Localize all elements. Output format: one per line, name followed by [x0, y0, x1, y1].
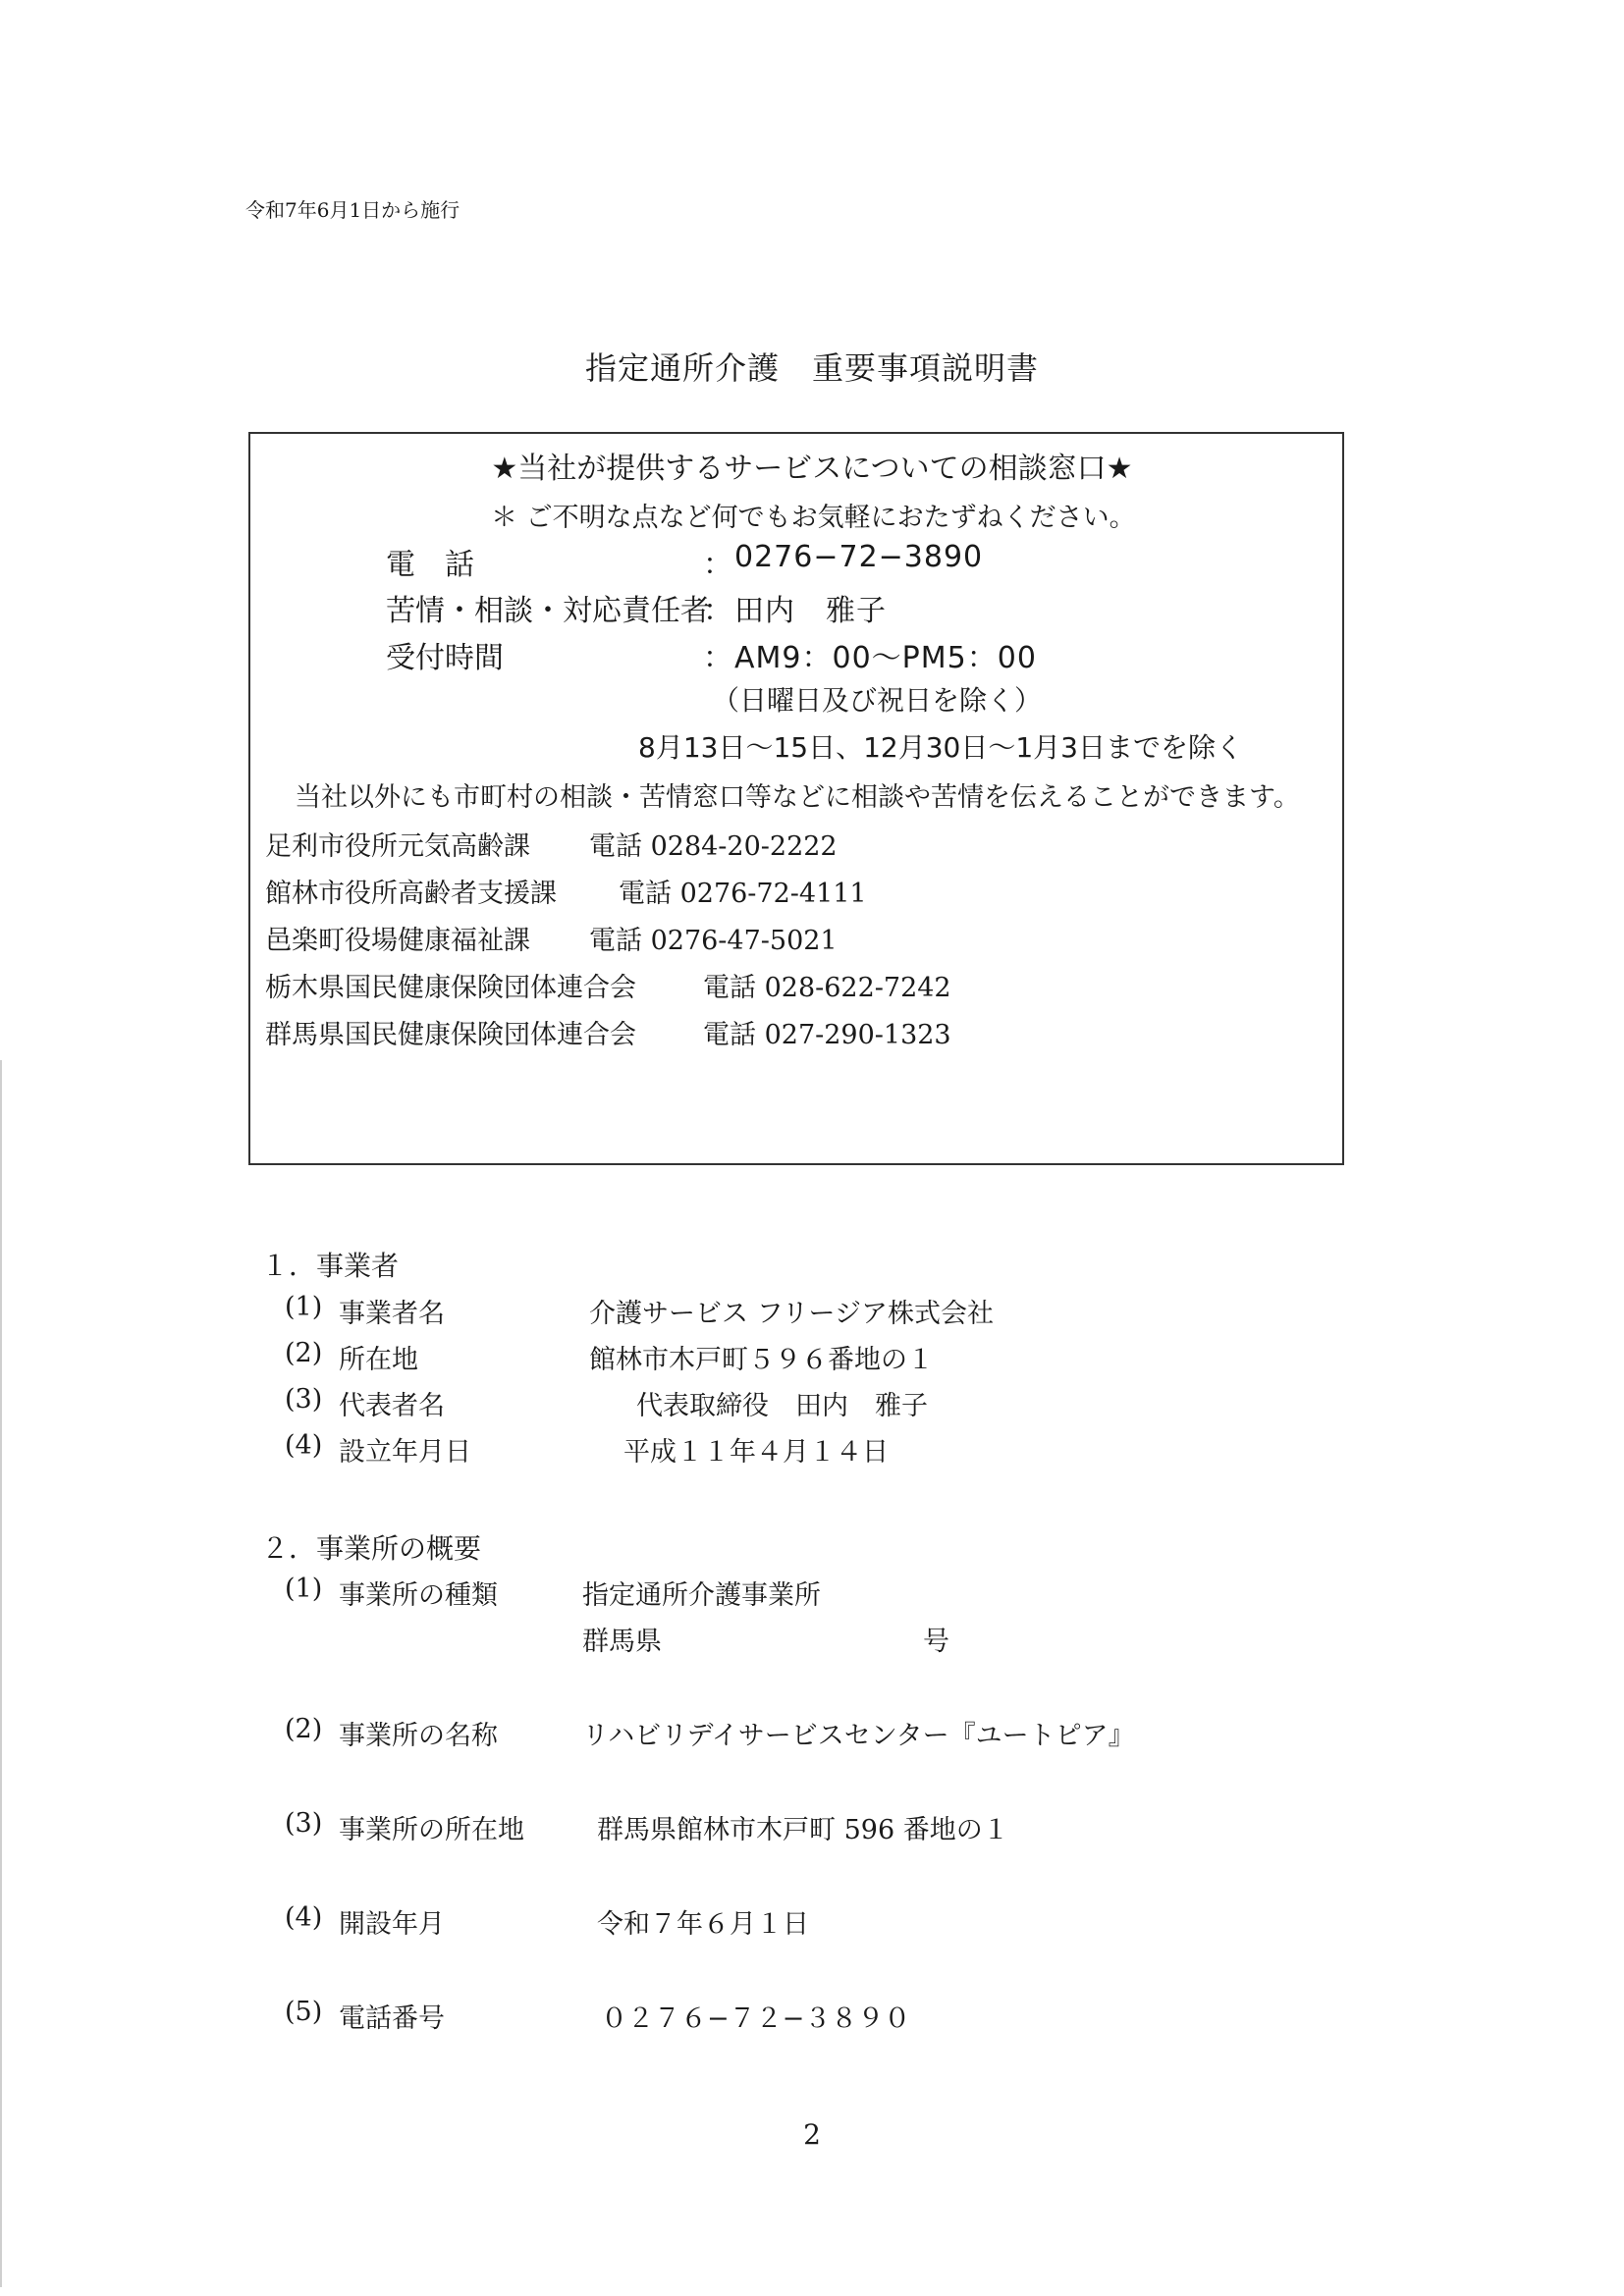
document-title: 指定通所介護 重要事項説明書	[584, 349, 1039, 387]
item-value: 代表取締役 田内 雅子	[636, 1391, 928, 1421]
consultation-note: ＊ ご不明な点など何でもお気軽におたずねください。	[491, 503, 1136, 533]
municipal-name: 足利市役所元気高齢課	[265, 831, 530, 862]
item-label: 電話番号	[339, 2003, 445, 2034]
item-value: リハビリデイサービスセンター『ユートピア』	[582, 1721, 1135, 1751]
page-number: 2	[803, 2118, 821, 2151]
municipal-phone: 電話 0276-72-4111	[619, 879, 867, 909]
municipal-name: 館林市役所高齢者支援課	[265, 879, 557, 909]
item-number: (5)	[285, 1997, 323, 2027]
section-heading: ２．事業所の概要	[261, 1532, 482, 1565]
item-value-prefecture: 群馬県	[582, 1627, 662, 1657]
item-value: 令和７年６月１日	[597, 1909, 809, 1940]
item-label: 設立年月日	[339, 1437, 471, 1468]
municipal-phone: 電話 0276-47-5021	[589, 926, 838, 956]
item-number: (4)	[285, 1902, 323, 1933]
item-label: 事業所の種類	[339, 1580, 498, 1611]
item-value: 平成１１年４月１４日	[623, 1437, 889, 1468]
scan-edge-shadow	[0, 1060, 2, 2287]
effective-date-note: 令和7年6月1日から施行	[245, 198, 460, 222]
item-number: (2)	[285, 1714, 323, 1744]
phone-colon: ：	[703, 548, 732, 582]
consultation-heading: ★当社が提供するサービスについての相談窓口★	[491, 452, 1133, 486]
hours-exception-holidays: （日曜日及び祝日を除く）	[712, 684, 1043, 717]
hours-value: AM9：00〜PM5：00	[734, 641, 1037, 675]
item-value: 館林市木戸町５９６番地の１	[589, 1345, 934, 1375]
item-number: (1)	[285, 1292, 323, 1322]
item-label: 所在地	[339, 1345, 418, 1375]
item-value: ０２７６−７２−３８９０	[601, 2003, 911, 2034]
hours-label: 受付時間	[386, 641, 504, 675]
item-value: 介護サービス フリージア株式会社	[589, 1299, 994, 1329]
manager-colon: ：	[703, 594, 732, 628]
phone-value: 0276−72−3890	[734, 540, 984, 574]
other-consultation-note: 当社以外にも市町村の相談・苦情窓口等などに相談や苦情を伝えることができます。	[295, 782, 1300, 813]
municipal-phone: 電話 027-290-1323	[703, 1020, 951, 1050]
section-heading: １．事業者	[261, 1250, 400, 1282]
item-label: 事業者名	[339, 1299, 445, 1329]
item-value: 指定通所介護事業所	[582, 1580, 821, 1611]
municipal-phone: 電話 0284-20-2222	[589, 831, 838, 862]
municipal-name: 栃木県国民健康保険団体連合会	[265, 973, 636, 1003]
item-number: (3)	[285, 1384, 323, 1415]
item-number: (4)	[285, 1430, 323, 1461]
item-number: (2)	[285, 1338, 323, 1368]
item-value: 群馬県館林市木戸町 596 番地の１	[597, 1815, 1009, 1845]
item-label: 事業所の名称	[339, 1721, 498, 1751]
item-number: (1)	[285, 1574, 323, 1604]
item-label: 事業所の所在地	[339, 1815, 524, 1845]
item-label: 開設年月	[339, 1909, 445, 1940]
municipal-name: 群馬県国民健康保険団体連合会	[265, 1020, 636, 1050]
hours-exception-dates: 8月13日〜15日、12月30日〜1月3日までを除く	[638, 731, 1243, 764]
municipal-phone: 電話 028-622-7242	[703, 973, 951, 1003]
item-value-number-suffix: 号	[923, 1627, 949, 1657]
municipal-name: 邑楽町役場健康福祉課	[265, 926, 530, 956]
manager-value: 田内 雅子	[734, 594, 887, 628]
item-label: 代表者名	[339, 1391, 445, 1421]
item-number: (3)	[285, 1808, 323, 1839]
phone-label: 電 話	[386, 548, 474, 582]
manager-label: 苦情・相談・対応責任者	[386, 594, 710, 628]
hours-colon: ：	[703, 641, 732, 675]
